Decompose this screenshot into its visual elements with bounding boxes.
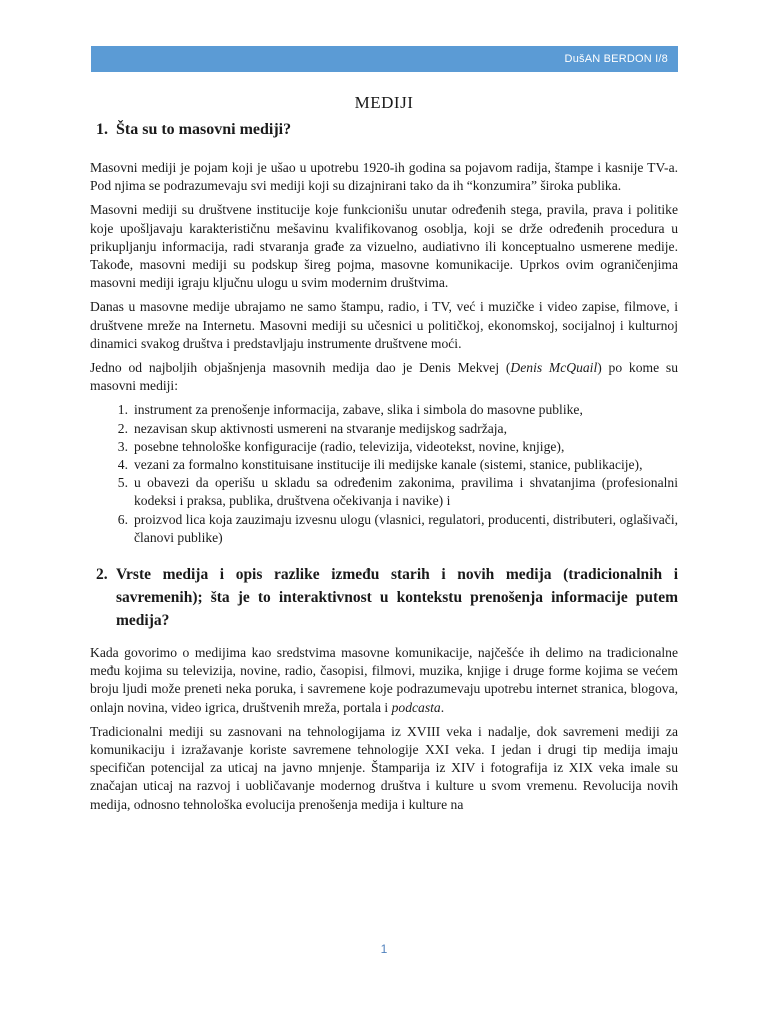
- list-item: [90, 511, 678, 547]
- list-item-number: 2.: [117, 420, 128, 436]
- section-2-number: 2.: [96, 566, 108, 584]
- section-2-title: Vrste medija i opis razlike između starih i novih medija (tradicionalnih i savremenih); šta je to interaktivnost u kontekstu prenošenja informacije putem medija?: [116, 566, 678, 630]
- mcquail-name: Denis McQuail: [510, 360, 598, 376]
- header-bar: [91, 46, 678, 72]
- list-item-text: instrument za prenošenje informacija, zabave, slika i simbola do masovne publike,: [134, 402, 583, 418]
- author-class-label: DušAN BERDON I/8: [564, 53, 668, 65]
- paragraph: Masovni mediji su društvene institucije koje funkcionišu unutar određenih stega, pravila, prava i politike koje upošljavaju karakterističnu mešavinu kvalifikovanog osoblja, koji se drže određenih procedura u prikupljanju informacija, radi stvaranja građe za vizuelno, audiativno ili konceptualno usmerene medije. Takođe, masovni mediji su podskup šireg pojma, masovne komunikacije. Uprkos ovim ograničenjima masovni mediji igraju ključnu ulogu u svim modernim društvima.: [90, 202, 678, 291]
- list-item: [90, 401, 678, 419]
- document-body: [90, 93, 678, 820]
- paragraph-text-end: .: [440, 699, 445, 715]
- paragraph: Danas u masovne medije ubrajamo ne samo štampu, radio, i TV, već i muzičke i video zapise, filmove, i društvene mreže na Internetu. Masovni mediji su učesnici u političkoj, ekonomskoj, socijalnoj i kulturnoj dinamici svakog društva i predstavljaju instrumente društvene moći.: [90, 299, 678, 351]
- list-item-number: 3.: [117, 438, 128, 454]
- paragraph: [90, 644, 678, 717]
- paragraph: Masovni mediji je pojam koji je ušao u upotrebu 1920-ih godina sa pojavom radija, štampe i kasnije TV-a. Pod njima se podrazumevaju svi mediji koji su dizajnirani tako da ih “konzumira” široka publika.: [90, 160, 678, 194]
- list-item-text: vezani za formalno konstituisane institucije ili medijske kanale (sistemi, stanice, publikacije),: [134, 457, 643, 473]
- list-item-text: proizvod lica koja zauzimaju izvesnu ulogu (vlasnici, regulatori, producenti, distributeri, oglašivači, članovi publike): [134, 511, 678, 545]
- list-item: [90, 420, 678, 438]
- list-item: [90, 438, 678, 456]
- list-item-number: 1.: [117, 402, 128, 418]
- mcquail-paragraph: [90, 359, 678, 395]
- page-number: 1: [380, 942, 388, 956]
- section-1-title: Šta su to masovni mediji?: [116, 121, 292, 138]
- section-1-heading: [90, 121, 678, 139]
- list-item-text: nezavisan skup aktivnosti usmereni na stvaranje medijskog sadržaja,: [134, 420, 507, 436]
- mcquail-text-before: Jedno od najboljih objašnjenja masovnih medija dao je Denis Mekvej (: [90, 360, 511, 376]
- podcasta-italic: podcasta: [391, 699, 441, 715]
- list-item-number: 5.: [117, 475, 128, 491]
- paragraph-text: Kada govorimo o medijima kao sredstvima masovne komunikacije, najčešće ih delimo na tradicionalne među kojima su televizija, novine, radio, časopisi, filmovi, muzika, knjige i druge forme kojima se većem broju ljudi može preneti neka poruka, i savremene koje podrazumevaju upotrebu internet stranica, blogova, onlajn novina, video igrica, društvenih mreža, portala i: [90, 645, 678, 715]
- section-1-number: 1.: [96, 121, 108, 138]
- document-title: MEDIJI: [354, 93, 414, 112]
- list-item-number: 6.: [117, 511, 128, 527]
- list-item: [90, 474, 678, 510]
- list-item: [90, 456, 678, 474]
- paragraph: Tradicionalni mediji su zasnovani na tehnologijama iz XVIII veka i nadalje, dok savremeni mediji za komunikaciju i izražavanje koriste savremene tehnologije XXI veka. I jedan i drugi tip medija imaju specifičan potencijal za uticaj na javno mnjenje. Štamparija iz XIV i fotografija iz XIX veka imale su značajan uticaj na razvoj i uobličavanje modernog društva i kulture u svom vremenu. Revolucija novih medija, odnosno tehnološka evolucija prenošenja medija i kulture na: [90, 723, 678, 812]
- list-item-text: posebne tehnološke konfiguracije (radio, televizija, videotekst, novine, knjige),: [134, 438, 565, 454]
- list-item-number: 4.: [117, 457, 128, 473]
- section-2-heading: [90, 563, 678, 632]
- list-item-text: u obavezi da operišu u skladu sa određenim zakonima, pravilima i shvatanjima (profesionalni kodeksi i praksa, publika, društvena očekivanja i navike) i: [134, 475, 678, 509]
- mcquail-text-after: ) po kome su masovni mediji:: [90, 360, 679, 394]
- definition-list: [90, 401, 678, 547]
